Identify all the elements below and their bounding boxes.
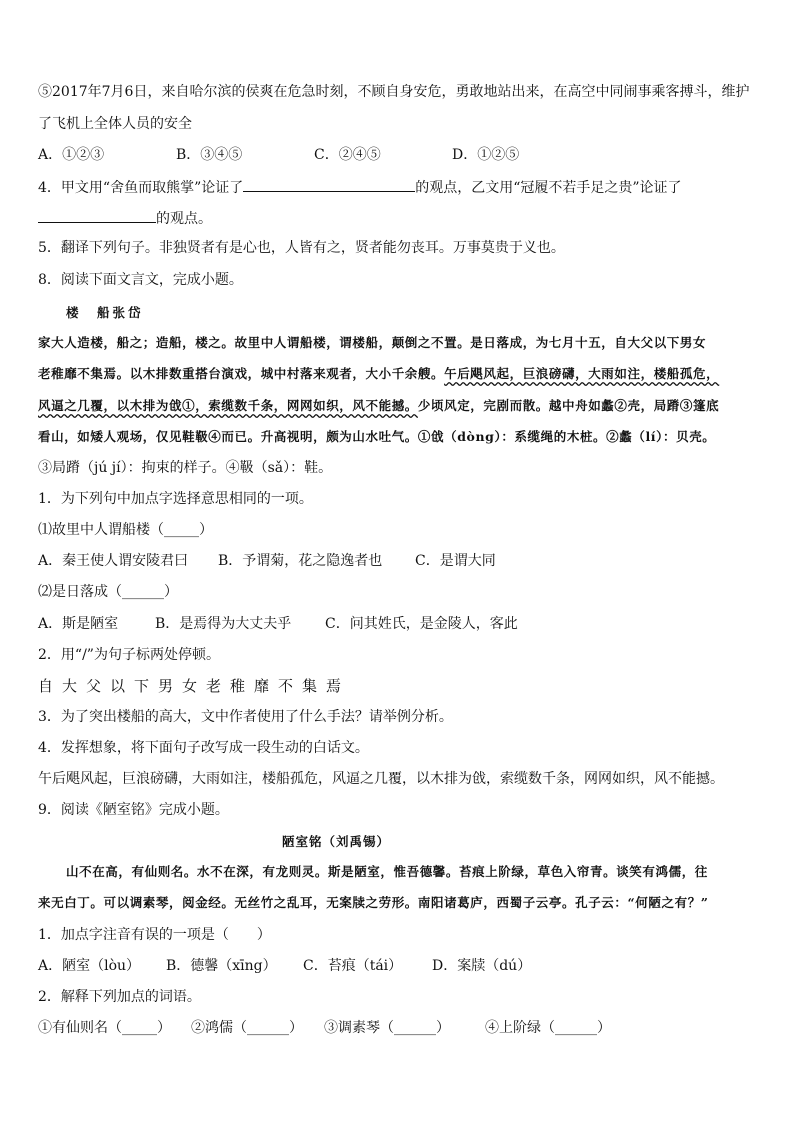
lsm-line-2: 来无白丁。可以调素琴，阅金经。无丝竹之乱耳，无案牍之劳形。南阳诸葛庐，西蜀子云亭。孔子云：“何陋之有？” (38, 895, 709, 910)
option-b: B．③④⑤ (176, 147, 243, 163)
sub-question-1a-options (38, 551, 766, 571)
option-d: D．①②⑤ (452, 147, 520, 163)
passage-line-3 (38, 396, 766, 416)
sub-question-2: 2．用“/”为句子标两处停顿。 (38, 647, 220, 663)
lsm-question-1-options (38, 956, 766, 976)
lsm-line-1: 山不在高，有仙则名。水不在深，有龙则灵。斯是陋室，惟吾德馨。苔痕上阶绿，草色入帘青。谈笑有鸿儒，往 (66, 864, 708, 879)
option-a: A．陋室（lòu） (38, 958, 141, 974)
lsm-question-2: 2．解释下列加点的词语。 (38, 989, 201, 1005)
q5-options (38, 145, 766, 165)
lsm-question-1: 1．加点字注音有误的一项是（ ） (38, 927, 271, 943)
q4-text-b: 的观点，乙文用“冠履不若手足之贵”论证了 (415, 180, 682, 196)
sub-question-2-text: 自大父以下男女老稚靡不集焉 (38, 677, 351, 695)
option-c: C．问其姓氏，是金陵人，客此 (325, 616, 518, 632)
underlined-sentence: 风逼之几覆，以木排为戗①，索缆数千条，网网如织，风不能撼。 (38, 398, 418, 413)
q4-line (38, 176, 766, 198)
q8-title: 8．阅读下面文言文，完成小题。 (38, 272, 243, 288)
option-b: B．德馨（xīng） (166, 958, 277, 974)
q5-item-line: ⑤2017年7月6日，来自哈尔滨的侯爽在危急时刻，不顾自身安危，勇敢地站出来，在高空中同闹事乘客搏斗，维护 (38, 84, 750, 100)
answer-blank[interactable] (243, 176, 415, 192)
passage-line-2 (38, 364, 766, 384)
option-a: A．秦王使人谓安陵君曰 (38, 553, 189, 569)
option-b: B．予谓菊，花之隐逸者也 (218, 553, 383, 569)
passage-text: 少顷风定，完剧而散。越中舟如蠡②壳，局蹐③篷底 (417, 398, 720, 413)
item-2: ②鸿儒（______） (191, 1020, 303, 1036)
lsm-title: 陋室铭（刘禹锡） (282, 834, 391, 849)
answer-blank[interactable] (38, 207, 156, 223)
lsm-question-2-items (38, 1018, 766, 1038)
passage-line-1: 家大人造楼，船之；造船，楼之。故里中人谓船楼，谓楼船，颠倒之不置。是日落成，为七月十五，自大父以下男女 (38, 335, 707, 350)
option-a: A．①②③ (38, 147, 105, 163)
sub-question-4: 4．发挥想象，将下面句子改写成一段生动的白话文。 (38, 740, 369, 756)
underlined-sentence: 午后飓风起，巨浪磅礴，大雨如注，楼船孤危， (444, 366, 720, 381)
q4-line-cont (38, 207, 766, 229)
item-4: ④上阶绿（______） (485, 1020, 611, 1036)
sub-question-1b: ⑵是日落成（______） (38, 584, 178, 600)
q4-text-a: 4．甲文用“舍鱼而取熊掌”论证了 (38, 180, 244, 196)
sub-question-4-text: 午后飓风起，巨浪磅礴，大雨如注，楼船孤危，风逼之几覆，以木排为戗，索缆数千条，网网如织，风不能撼。 (38, 771, 724, 787)
q4-text-c: 的观点。 (156, 211, 212, 227)
option-c: C．是谓大同 (415, 553, 496, 569)
item-3: ③调素琴（______） (324, 1020, 450, 1036)
option-b: B．是焉得为大丈夫乎 (155, 616, 292, 632)
passage-notes: ③局蹐（jú jí）：拘束的样子。④靸（sǎ）：鞋。 (38, 460, 333, 476)
option-a: A．斯是陋室 (38, 616, 119, 632)
option-d: D．案牍（dú） (432, 958, 532, 974)
sub-question-3: 3．为了突出楼船的高大，文中作者使用了什么手法？请举例分析。 (38, 709, 453, 725)
sub-question-1: 1．为下列句中加点字选择意思相同的一项。 (38, 491, 313, 507)
sub-question-1b-options (38, 614, 766, 634)
q9-title: 9．阅读《陋室铭》完成小题。 (38, 802, 229, 818)
passage-title: 楼 船张岱 (66, 305, 144, 320)
option-c: C．②④⑤ (314, 147, 381, 163)
sub-question-1a: ⑴故里中人谓船楼（_____） (38, 522, 213, 538)
passage-text: 老稚靡不集焉。以木排数重搭台演戏，城中村落来观者，大小千余艘。 (38, 366, 445, 381)
q5-translate: 5．翻译下列句子。非独贤者有是心也，人皆有之，贤者能勿丧耳。万事莫贵于义也。 (38, 240, 565, 256)
option-c: C．苔痕（tái） (303, 958, 403, 974)
q5-item-line-cont: 了飞机上全体人员的安全 (38, 116, 192, 132)
item-1: ①有仙则名（_____） (38, 1020, 171, 1036)
passage-line-4: 看山，如矮人观场，仅见鞋靸④而已。升高视明，颇为山水吐气。①戗（dòng）：系缆绳的木桩。②蠡（lí）：贝壳。 (38, 429, 716, 444)
